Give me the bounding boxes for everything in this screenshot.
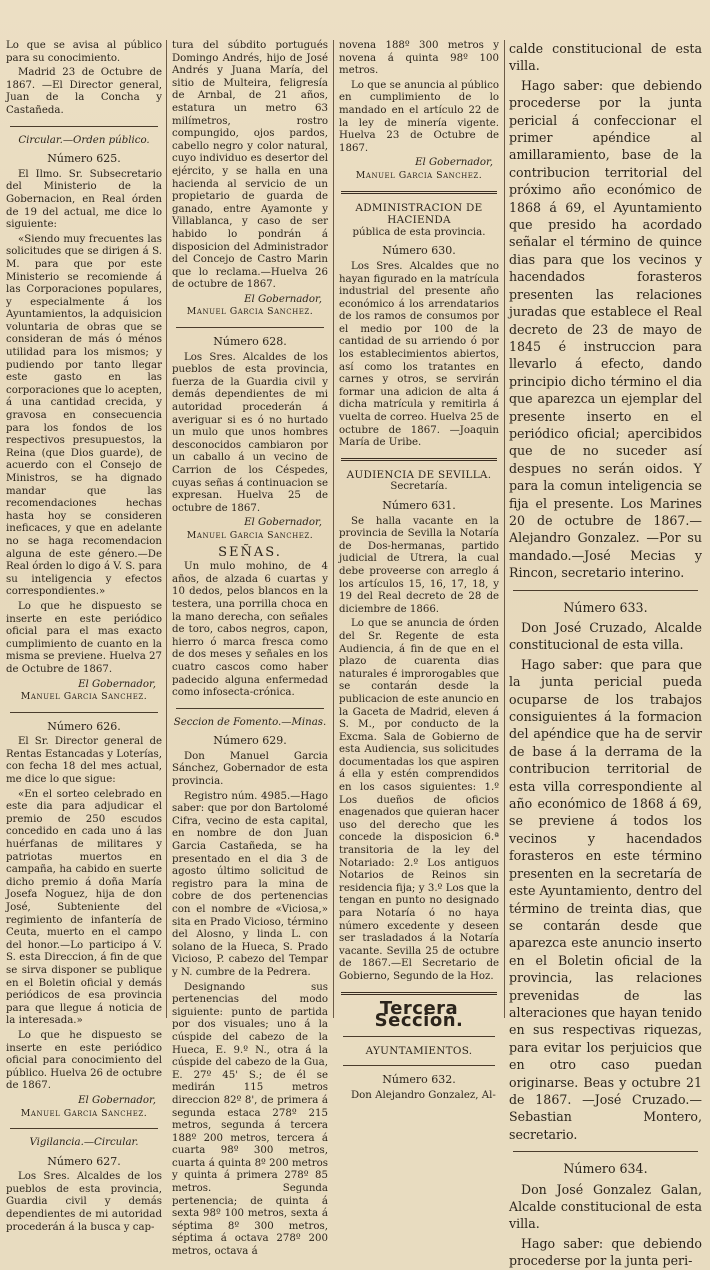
- divider-rule: [341, 458, 497, 461]
- paragraph: Don Alejandro Gonzalez, Al-: [351, 1089, 496, 1101]
- office-subheading: pública de esta provincia.: [352, 226, 486, 238]
- paragraph: El Sr. Director general de Rentas Estancadas y Loterías, con fecha 18 del mes actual, me dice lo que sigue:: [6, 736, 162, 786]
- paragraph: Un mulo mohino, de 4 años, de alzada 6 cuartas y 10 dedos, pelos blancos en la testera, una porrilla choca en la mano derecha, con señales de toro, cabos negros, capon, hierro ó marca fresca como de dos meses y señales en los cuatro cascos como haber padecido alguna enfermedad como infosecta-crónica.: [172, 561, 328, 699]
- divider-rule: [343, 1036, 495, 1037]
- paragraph: novena 188º 300 metros y novena á quinta 98º 100 metros.: [339, 40, 499, 77]
- paragraph: Don Manuel Garcia Sánchez, Gobernador de esta provincia.: [172, 750, 328, 788]
- paragraph: El Ilmo. Sr. Subsecretario del Ministerio de la Gobernacion, en Real órden de 19 del actual, me dice lo siguiente:: [6, 168, 162, 231]
- signature-name: Manuel Garcia Sanchez.: [355, 169, 483, 181]
- paragraph: calde constitucional de esta villa.: [509, 41, 702, 74]
- paragraph: «En el sorteo celebrado en este dia para adjudicar el premio de 250 escudos concedido en cada uno á las huérfanas de militares y patriotas muertos en campaña, ha cabido en suerte dicho premio á doña María Josefa Noguez, hija de don José, Subteniente del regimiento de infantería de Ceuta, muerto en el campo del honor.—Lo participo á V. S. esta Direccion, á fin de que se sirva disponer se publique en el Boletin oficial y demás periódicos de esa provincia para que llegue á noticia de la interesada.»: [6, 788, 162, 1027]
- column-3: [339, 40, 499, 1101]
- divider-rule: [513, 1151, 698, 1152]
- paragraph: Los Sres. Alcaldes de los pueblos de esta provincia, fuerza de la Guardia civil y demás dependientes de mi autoridad procederán á averiguar si es ó no hurtado un mulo que unos hombres desconocidos cambiaron por un caballo á un vecino de Carrion de los Céspedes, cuyas señas á continuacion se expresan. Huelva 25 de octubre de 1867.: [172, 351, 328, 514]
- paragraph: Designando sus pertenencias del modo siguiente: punto de partida por dos visuales; uno á la cúspide del cabezo de la Hueca, E. 9.º N., otra á la cúspide del cabezo de la Gua, E. 27º 45' S.; de él se medirán 115 metros direccion 82º 8', de primera á segunda estaca 278º 215 metros, segunda á tercera 188º 200 metros, tercera á cuarta 98º 300 metros, cuarta á quinta 8º 200 metros y quinta á primera 278º 85 metros. Segunda pertenencia; de quinta á sexta 98º 100 metros, sexta á séptima 8º 300 metros, séptima á octava 278º 200 metros, octava á: [172, 981, 328, 1258]
- column-separator: [333, 40, 334, 1018]
- signature-title: El Gobernador,: [78, 1094, 156, 1106]
- column-separator: [166, 40, 167, 1018]
- notice-number: Número 627.: [47, 1154, 121, 1168]
- divider-rule: [343, 1065, 495, 1066]
- paragraph: Hago saber: que debiendo procederse por la junta peri-: [509, 1235, 702, 1269]
- office-heading: AYUNTAMIENTOS.: [365, 1044, 473, 1057]
- notice-number: Número 632.: [382, 1073, 456, 1087]
- divider-rule: [176, 708, 324, 709]
- paragraph: tura del súbdito portugués Domingo Andrés, hijo de José Andrés y Juana María, del sitio de Multeira, feligresía de Arnbal, de 21 años, estatura un metro 63 milímetros, rostro compungido, ojos pardos, cabello negro y color natural, cuyo individuo es desertor del ejército, y se halla en una hacienda al servicio de un propietario de guarda de ganado, entre Ayamonte y Villablanca, y caso de ser habido lo pondrán á disposicion del Administrador del Concejo de Castro Marin que lo reclama.—Huelva 26 de octubre de 1867.: [172, 40, 328, 291]
- paragraph: Los Sres. Alcaldes que no hayan figurado en la matrícula industrial del presente año económico á los arrendatarios de los ramos de consumos por el medio por 100 de la cantidad de su arriendo ó por los establecimientos abiertos, así como los tratantes en carnes y otros, se servirán formar una adicion de alta á dicha matrícula y remitirla á vuelta de correo. Huelva 25 de octubre de 1867. —Joaquin María de Uribe.: [339, 260, 499, 449]
- paragraph: Hago saber: que debiendo procederse por la junta pericial á confeccionar el primer apéndice al amillaramiento, base de la contribucion territorial del próximo año económico de 1868 á 69, el Ayuntamiento que presido ha acordado señalar el término de quince dias para que los vecinos y hacendados forasteros presenten las relaciones juradas que establece el Real decreto de 23 de mayo de 1845 é instruccion para llevarlo á efecto, dando principio dicho término el dia que aparezca un ejemplar del presente inserto en el periódico oficial; apercibidos que de no suceder así despues no serán oidos. Y para la comun inteligencia se fija el presente. Los Marines 20 de octubre de 1867.—Alejandro Gonzalez. —Por su mandado.—José Mecias y Rincon, secretario interino.: [509, 77, 702, 581]
- signature-title: El Gobernador,: [78, 678, 156, 690]
- paragraph: Lo que se avisa al público para su conocimiento.: [6, 40, 162, 64]
- section-title: Tercera Seccion.: [374, 997, 464, 1032]
- signature-name: Manuel Garcia Sanchez.: [20, 1107, 148, 1119]
- notice-number: Número 631.: [382, 499, 456, 512]
- divider-rule: [10, 1128, 158, 1129]
- notice-number: Número 633.: [563, 599, 648, 615]
- notice-number: Número 630.: [382, 244, 456, 258]
- notice-number: Número 628.: [213, 335, 287, 349]
- column-2: [172, 40, 328, 1258]
- column-4: [509, 40, 702, 1269]
- paragraph: Don José Cruzado, Alcalde constitucional de esta villa.: [509, 620, 702, 653]
- divider-rule: [341, 992, 497, 995]
- paragraph: Lo que he dispuesto se inserte en este periódico oficial para el mas exacto cumplimiento de cuanto en la misma se previene. Huelva 27 de Octubre de 1867.: [6, 600, 162, 675]
- column-1: [6, 40, 162, 1233]
- signature-name: Manuel Garcia Sanchez.: [186, 529, 314, 541]
- paragraph: Lo que he dispuesto se inserte en este periódico oficial para conocimiento del público. Huelva 26 de octubre de 1867.: [6, 1029, 162, 1092]
- signature-name: Manuel Garcia Sanchez.: [20, 691, 148, 703]
- notice-number: Número 626.: [47, 719, 121, 733]
- office-heading: AUDIENCIA DE SEVILLA.: [346, 468, 492, 481]
- column-separator: [504, 40, 505, 1018]
- section-heading: Seccion de Fomento.—Minas.: [173, 716, 327, 728]
- office-subheading: Secretaría.: [390, 481, 448, 493]
- divider-rule: [513, 590, 698, 591]
- divider-rule: [341, 191, 497, 194]
- section-heading: Vigilancia.—Circular.: [29, 1137, 139, 1149]
- paragraph: Lo que se anuncia de órden del Sr. Regente de esta Audiencia, á fin de que en el plazo de cuarenta dias naturales é improrogables que se contarán desde la publicacion de este anuncio en la Gaceta de Madrid, eleven á S. M., por conducto de la Excma. Sala de Gobierno de esta Audiencia, sus solicitudes documentadas los que aspiren á ella y estén comprendidos en los casos siguientes: 1.º Los dueños de oficios enagenados que quieran hacer uso del derecho que les concede la disposicion 6.ª transitoria de la ley del Notariado: 2.º Los antiguos Notarios de Reinos sin residencia fija; y 3.º Los que la tengan en punto no designado para Notaría ó no haya número excedente y deseen ser trasladados á la Notaría vacante. Sevilla 25 de octubre de 1867.—El Secretario de Gobierno, Segundo de la Hoz.: [339, 618, 499, 982]
- notice-number: Número 625.: [47, 152, 121, 166]
- signature-title: El Gobernador,: [244, 293, 322, 305]
- section-heading: Circular.—Orden público.: [18, 134, 150, 146]
- signature-title: El Gobernador,: [415, 157, 493, 169]
- signature-title: El Gobernador,: [244, 517, 322, 529]
- divider-rule: [10, 712, 158, 713]
- notice-number: Número 634.: [563, 1161, 648, 1177]
- paragraph: Hago saber: que para que la junta pericial pueda ocuparse de los trabajos consiguientes á la formacion del apéndice que ha de servir de base á la derrama de la contribucion territorial de esta villa correspondiente al año económico de 1868 á 69, se previene á todos los vecinos y hacendados forasteros en este término presenten en la secretaría de este Ayuntamiento, dentro del término de treinta dias, que se contarán desde que aparezca este anuncio inserto en el Boletin oficial de la provincia, las relaciones prevenidas de las alteraciones que hayan tenido en sus respectivas riquezas, para evitar los perjuicios que en otro caso puedan originarse. Beas y octubre 21 de 1867. —José Cruzado.—Sebastian Montero, secretario.: [509, 656, 702, 1142]
- paragraph: Don José Gonzalez Galan, Alcalde constitucional de esta villa.: [509, 1181, 702, 1232]
- paragraph: Registro núm. 4985.—Hago saber: que por don Bartolomé Cifra, vecino de esta capital, en nombre de don Juan Garcia Castañeda, se ha presentado en el dia 3 de agosto último solicitud de registro para la mina de cobre de dos pertenencias con el nombre de «Viciosa,» sita en Prado Vicioso, término del Alosno, y linda L. con solano de la Hueca, S. Prado Vicioso, P. cabezo del Tempar y N. cumbre de la Pedrera.: [172, 790, 328, 978]
- notice-number: Número 629.: [213, 734, 287, 748]
- paragraph: Madrid 23 de Octubre de 1867. —El Director general, Juan de la Concha y Castañeda.: [6, 67, 162, 116]
- paragraph: «Siendo muy frecuentes las solicitudes que se dirigen á S. M. para que por este Ministerio se recomiende á las Corporaciones populares, y especialmente á los Ayuntamientos, la adquisicion voluntaria de obras que se consideran de más ó ménos utilidad para los mismos; y pudiendo por tanto llegar este gasto en las corporaciones que lo acepten, á una cantidad crecida, y gravosa en consecuencia para los fondos de los respectivos presupuestos, la Reina (que Dios guarde), de acuerdo con el Consejo de Ministros, se ha dignado mandar que las recomendaciones hechas hasta hoy se consideren ineficaces, y que en adelante no se haga recomendacion alguna de este género.—De Real órden lo digo á V. S. para su inteligencia y efectos correspondientes.»: [6, 233, 162, 598]
- paragraph: Lo que se anuncia al público en cumplimiento de lo mandado en el artículo 22 de la ley de minería vigente. Huelva 23 de Octubre de 1867.: [339, 79, 499, 154]
- signature-name: Manuel Garcia Sanchez.: [186, 306, 314, 318]
- office-heading: ADMINISTRACION DE HACIENDA: [355, 201, 483, 227]
- description-heading: SEÑAS.: [218, 544, 282, 560]
- divider-rule: [10, 126, 158, 127]
- paragraph: Los Sres. Alcaldes de los pueblos de esta provincia, Guardia civil y demás dependientes de mi autoridad procederán á la busca y cap-: [6, 1171, 162, 1233]
- paragraph: Se halla vacante en la provincia de Sevilla la Notaría de Dos-hermanas, partido judicial de Utrera, la cual debe proveerse con arreglo á los artículos 15, 16, 17, 18, y 19 del Real decreto de 28 de diciembre de 1866.: [339, 515, 499, 615]
- divider-rule: [176, 327, 324, 328]
